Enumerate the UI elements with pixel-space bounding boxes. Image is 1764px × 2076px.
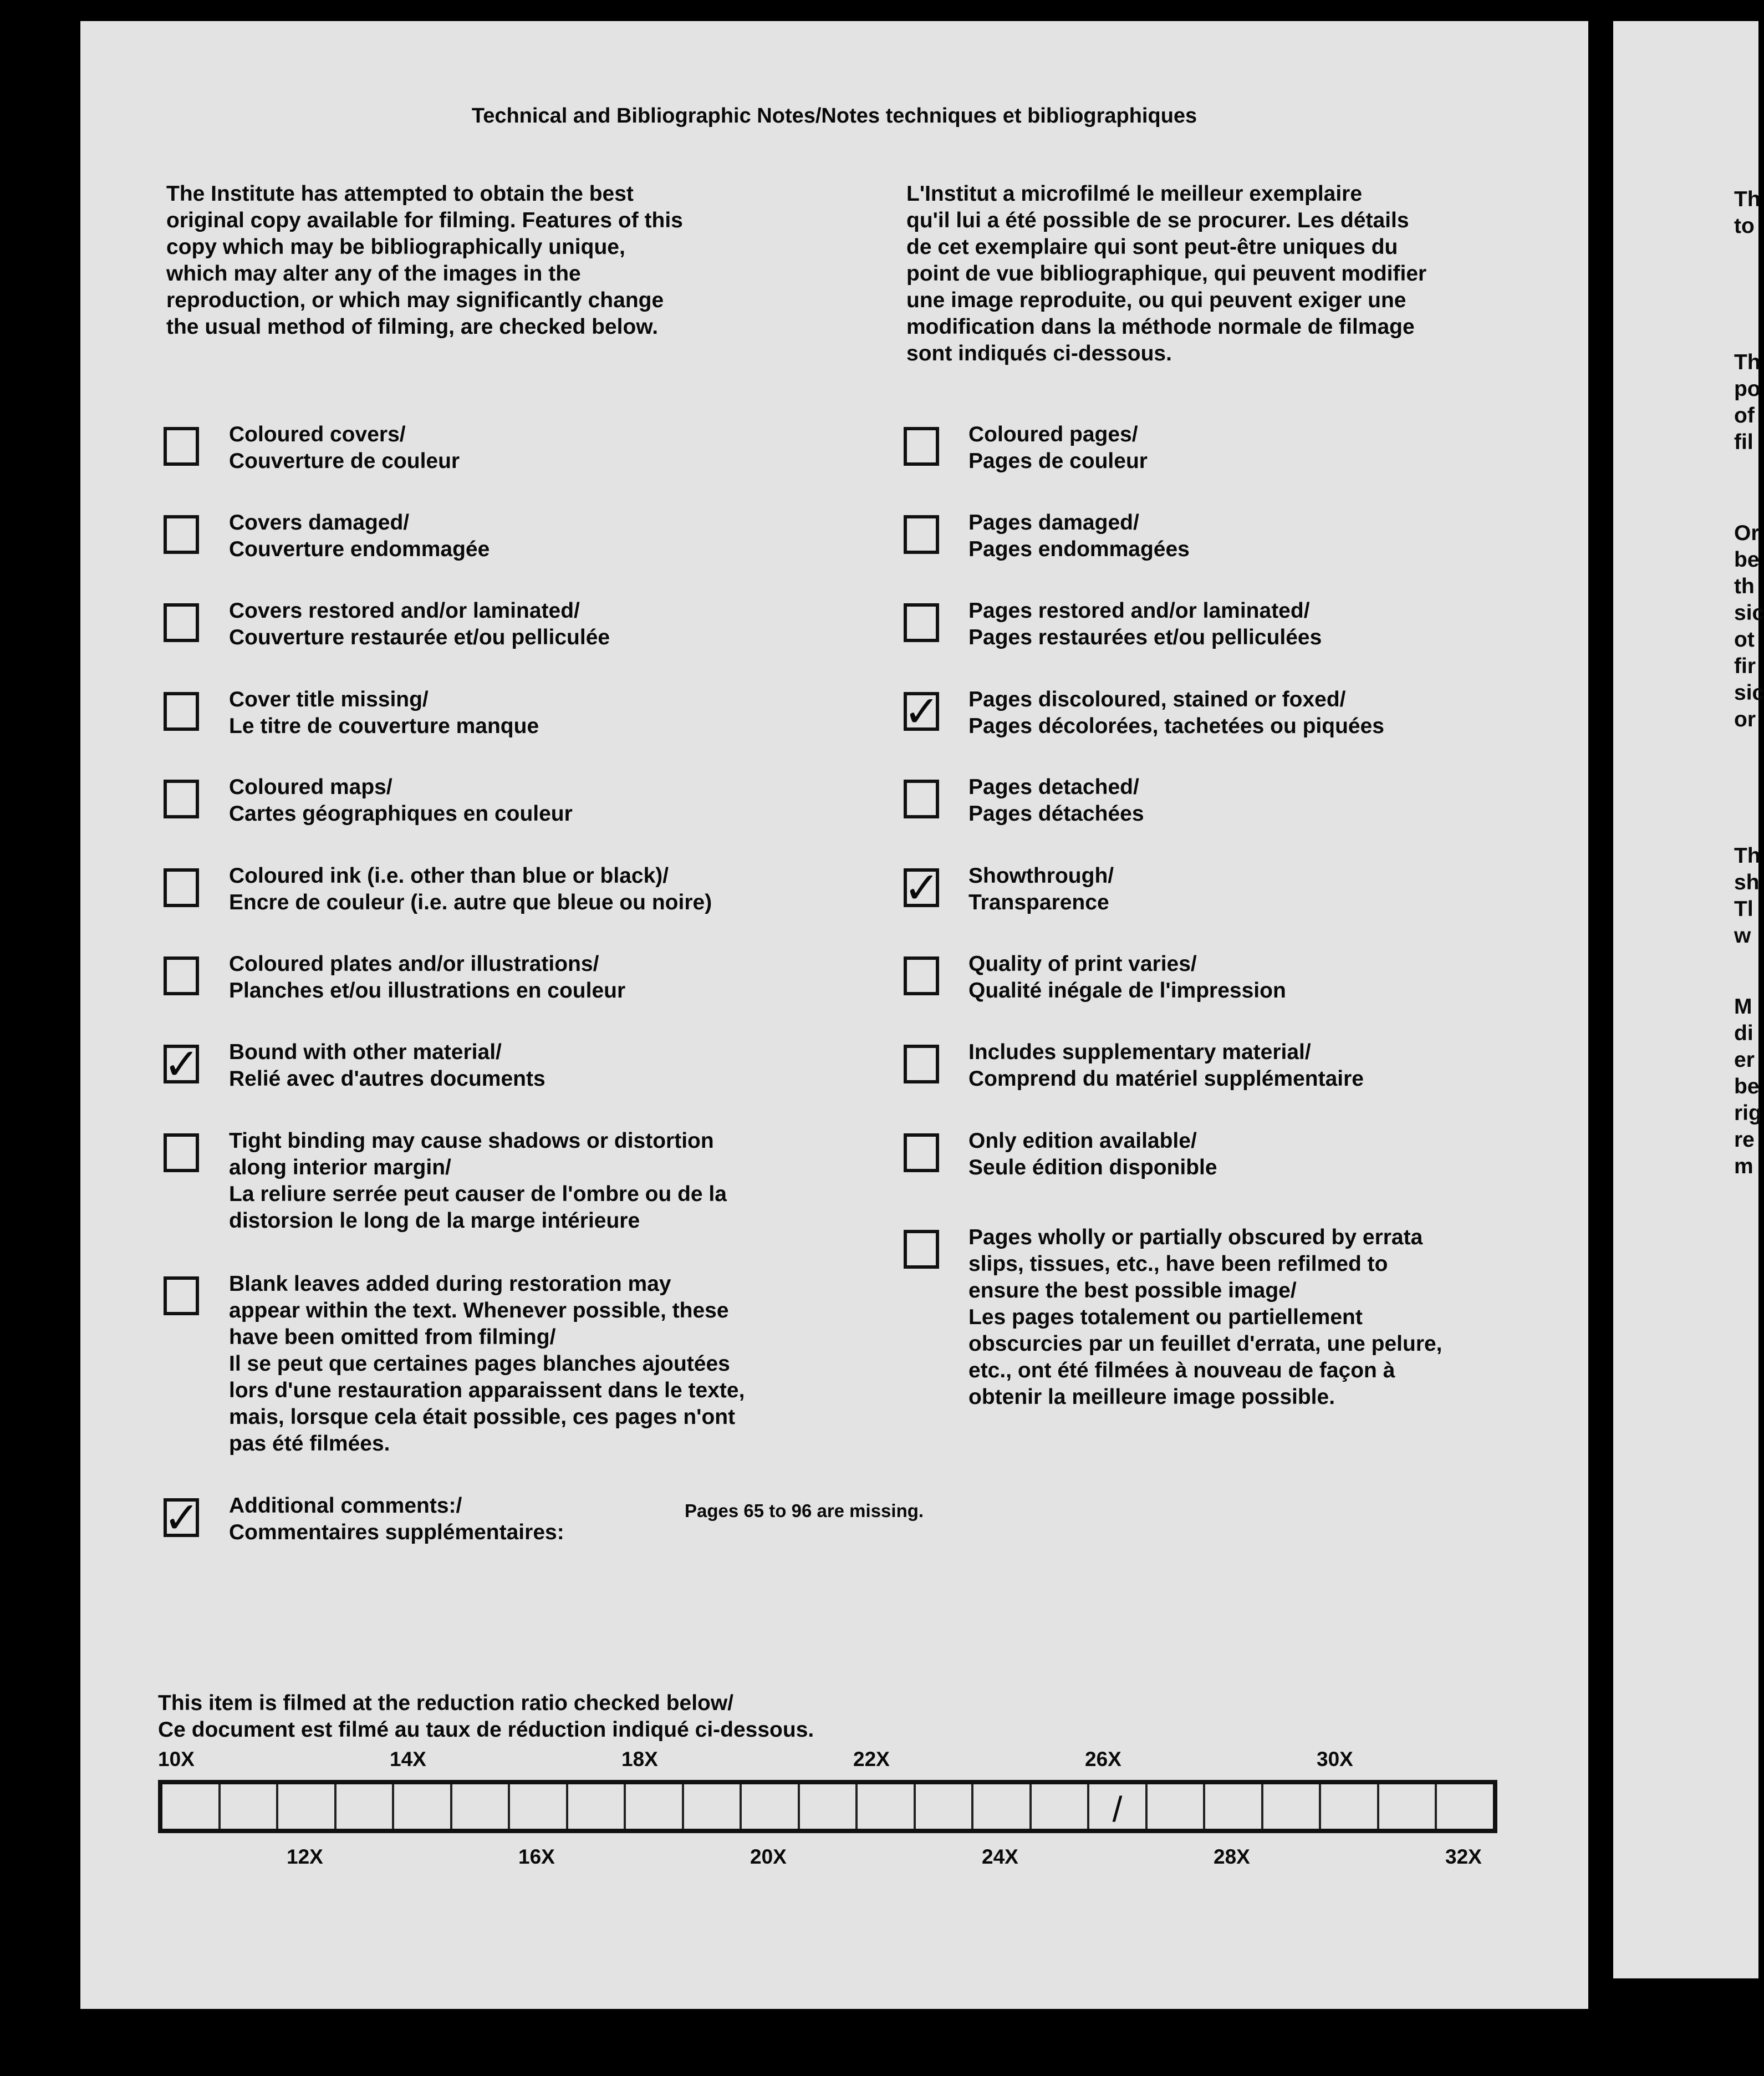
- adjacent-page-text: Th: [1734, 350, 1761, 374]
- ratio-label-bottom: 20X: [750, 1845, 787, 1868]
- right-checkbox-0[interactable]: [904, 427, 939, 466]
- adjacent-page-text: Tl: [1734, 897, 1753, 921]
- right-checkbox-1[interactable]: [904, 515, 939, 554]
- ratio-cell[interactable]: [973, 1784, 1032, 1829]
- ratio-cell[interactable]: [510, 1784, 568, 1829]
- left-checkbox-4[interactable]: [164, 780, 199, 818]
- ratio-cell[interactable]: [1321, 1784, 1379, 1829]
- right-checkbox-9[interactable]: [904, 1230, 939, 1269]
- left-checkbox-6[interactable]: [164, 956, 199, 995]
- ratio-label-bottom: 32X: [1445, 1845, 1482, 1868]
- ratio-cell[interactable]: [858, 1784, 916, 1829]
- adjacent-page-text: sic: [1734, 601, 1764, 625]
- adjacent-page-text: Or: [1734, 521, 1760, 545]
- right-checkbox-2[interactable]: [904, 603, 939, 642]
- ratio-label-top: 18X: [621, 1748, 658, 1770]
- adjacent-page-text: to: [1734, 214, 1755, 238]
- intro-french: L'Institut a microfilmé le meilleur exemplaire qu'il lui a été possible de se procurer. Les détails de cet exemplaire qui sont peut-être uniques du point de vue bibliographique, qui peuvent modifier une image reproduite, ou qui peuvent exiger une modification dans la méthode normale de filmage sont indiqués ci-dessous.: [906, 182, 1427, 365]
- ratio-cell[interactable]: [1205, 1784, 1263, 1829]
- adjacent-page-text: fir: [1734, 654, 1756, 678]
- ratio-cell[interactable]: [278, 1784, 337, 1829]
- right-item-label-6: Quality of print varies/ Qualité inégale de l'impression: [968, 952, 1286, 1003]
- right-item-label-4: Pages detached/ Pages détachées: [968, 775, 1144, 826]
- left-item-label-3: Cover title missing/ Le titre de couverture manque: [229, 688, 539, 738]
- left-checkbox-8[interactable]: [164, 1133, 199, 1172]
- right-item-label-5: Showthrough/ Transparence: [968, 864, 1114, 914]
- right-checkbox-7[interactable]: [904, 1045, 939, 1083]
- ratio-cell[interactable]: [684, 1784, 742, 1829]
- ratio-cell[interactable]: [162, 1784, 221, 1829]
- ratio-cell[interactable]: [568, 1784, 626, 1829]
- right-item-label-2: Pages restored and/or laminated/ Pages restaurées et/ou pelliculées: [968, 599, 1322, 649]
- adjacent-page-text: of: [1734, 404, 1755, 428]
- left-item-label-0: Coloured covers/ Couverture de couleur: [229, 423, 460, 473]
- adjacent-page-text: sic: [1734, 681, 1764, 705]
- ratio-cell[interactable]: [337, 1784, 395, 1829]
- ratio-cell[interactable]: [916, 1784, 974, 1829]
- left-checkbox-9[interactable]: [164, 1276, 199, 1315]
- ratio-cell[interactable]: [800, 1784, 858, 1829]
- left-item-label-4: Coloured maps/ Cartes géographiques en couleur: [229, 775, 573, 826]
- ratio-cell[interactable]: [394, 1784, 452, 1829]
- adjacent-page-edge: [1613, 21, 1764, 1978]
- right-item-label-8: Only edition available/ Seule édition disponible: [968, 1129, 1217, 1179]
- adjacent-page-text: fil: [1734, 430, 1753, 454]
- left-item-label-5: Coloured ink (i.e. other than blue or black)/ Encre de couleur (i.e. autre que bleue ou noire): [229, 864, 712, 914]
- left-checkbox-1[interactable]: [164, 515, 199, 554]
- check-mark-icon: ✓: [904, 687, 940, 736]
- adjacent-page-text: sh: [1734, 871, 1760, 894]
- adjacent-page-text: re: [1734, 1128, 1755, 1152]
- left-checkbox-5[interactable]: [164, 868, 199, 907]
- left-checkbox-0[interactable]: [164, 427, 199, 466]
- reduction-ratio-statement: This item is filmed at the reduction ratio checked below/ Ce document est filmé au taux de réduction indiqué ci-dessous.: [158, 1691, 814, 1742]
- ratio-cell[interactable]: [1032, 1784, 1090, 1829]
- adjacent-page-text: ot: [1734, 628, 1755, 652]
- left-item-label-9: Blank leaves added during restoration may appear within the text. Whenever possible, these have been omitted from filming/ Il se peut que certaines pages blanches ajoutées lors d'une restauration apparaissent dans le texte, mais, lorsque cela était possible, ces pages n'ont pas été filmées.: [229, 1272, 745, 1456]
- right-checkbox-6[interactable]: [904, 956, 939, 995]
- right-item-label-1: Pages damaged/ Pages endommagées: [968, 511, 1190, 561]
- adjacent-page-text: M: [1734, 995, 1752, 1019]
- adjacent-page-text: be: [1734, 1075, 1760, 1098]
- check-mark-icon: ✓: [164, 1040, 200, 1088]
- ratio-label-top: 14X: [390, 1748, 426, 1770]
- adjacent-page-text: m: [1734, 1154, 1753, 1178]
- ratio-label-bottom: 28X: [1214, 1845, 1250, 1868]
- left-item-label-8: Tight binding may cause shadows or distortion along interior margin/ La reliure serrée peut causer de l'ombre ou de la distorsion le long de la marge intérieure: [229, 1129, 727, 1233]
- ratio-cell[interactable]: [1437, 1784, 1493, 1829]
- ratio-label-bottom: 24X: [982, 1845, 1018, 1868]
- ratio-label-bottom: 12X: [287, 1845, 323, 1868]
- ratio-cell[interactable]: [1148, 1784, 1206, 1829]
- left-item-label-6: Coloured plates and/or illustrations/ Planches et/ou illustrations en couleur: [229, 952, 626, 1003]
- ratio-check-mark-icon: /: [1112, 1789, 1123, 1829]
- left-item-label-1: Covers damaged/ Couverture endommagée: [229, 511, 490, 561]
- adjacent-page-text: or: [1734, 708, 1756, 731]
- ratio-cell[interactable]: [221, 1784, 279, 1829]
- right-item-label-9: Pages wholly or partially obscured by errata slips, tissues, etc., have been refilmed to ensure the best possible image/ Les pages totalement ou partiellement obscurcies par un feuillet d'errata, une pelure, etc., ont été filmées à nouveau de façon à obtenir la meilleure image possible.: [968, 1225, 1442, 1409]
- adjacent-page-text: w: [1734, 924, 1751, 948]
- reduction-ratio-bar: [158, 1780, 1497, 1833]
- ratio-label-top: 22X: [853, 1748, 890, 1770]
- check-mark-icon: ✓: [904, 863, 940, 912]
- ratio-label-top: 26X: [1085, 1748, 1121, 1770]
- ratio-label-top: 30X: [1317, 1748, 1353, 1770]
- intro-english: The Institute has attempted to obtain the best original copy available for filming. Features of this copy which may be bibliographically unique, which may alter any of the images in the reproduction, or which may significantly change the usual method of filming, are checked below.: [166, 182, 683, 339]
- left-item-label-2: Covers restored and/or laminated/ Couverture restaurée et/ou pelliculée: [229, 599, 610, 649]
- right-item-label-7: Includes supplementary material/ Comprend du matériel supplémentaire: [968, 1040, 1364, 1091]
- additional-comment-text: Pages 65 to 96 are missing.: [685, 1500, 924, 1521]
- ratio-cell[interactable]: [1379, 1784, 1437, 1829]
- page-title: Technical and Bibliographic Notes/Notes techniques et bibliographiques: [471, 104, 1197, 128]
- ratio-cell[interactable]: [452, 1784, 511, 1829]
- adjacent-page-text: Th: [1734, 187, 1761, 211]
- notes-page: [80, 21, 1588, 2009]
- ratio-label-top: 10X: [158, 1748, 195, 1770]
- left-checkbox-2[interactable]: [164, 603, 199, 642]
- ratio-cell[interactable]: [1089, 1784, 1148, 1829]
- right-item-label-0: Coloured pages/ Pages de couleur: [968, 423, 1148, 473]
- check-mark-icon: ✓: [164, 1493, 200, 1542]
- adjacent-page-text: be: [1734, 548, 1760, 572]
- adjacent-page-text: di: [1734, 1021, 1753, 1045]
- adjacent-page-text: th: [1734, 574, 1755, 598]
- adjacent-page-text: Th: [1734, 844, 1761, 868]
- left-item-label-7: Bound with other material/ Relié avec d'autres documents: [229, 1040, 545, 1091]
- ratio-cell[interactable]: [626, 1784, 684, 1829]
- left-checkbox-3[interactable]: [164, 692, 199, 731]
- right-checkbox-4[interactable]: [904, 780, 939, 818]
- ratio-cell[interactable]: [1263, 1784, 1322, 1829]
- adjacent-page-text: er: [1734, 1048, 1755, 1072]
- ratio-cell[interactable]: [742, 1784, 800, 1829]
- right-item-label-3: Pages discoloured, stained or foxed/ Pages décolorées, tachetées ou piquées: [968, 688, 1384, 738]
- adjacent-page-text: po: [1734, 377, 1761, 401]
- adjacent-page-text: rig: [1734, 1101, 1762, 1125]
- left-item-label-10: Additional comments:/ Commentaires supplémentaires:: [229, 1494, 564, 1544]
- right-checkbox-8[interactable]: [904, 1133, 939, 1172]
- ratio-label-bottom: 16X: [518, 1845, 555, 1868]
